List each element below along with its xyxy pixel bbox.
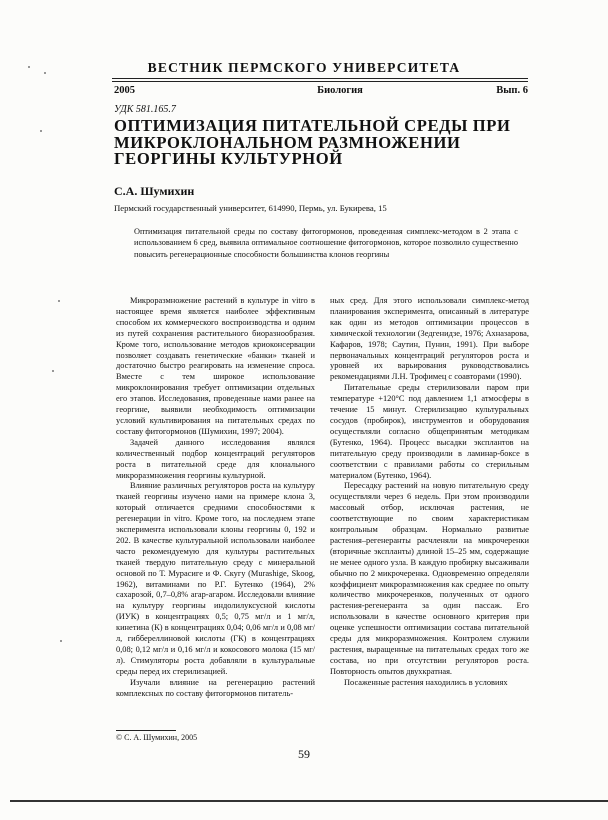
scan-edge-line xyxy=(10,800,608,802)
copyright-note: © С. А. Шумихин, 2005 xyxy=(116,733,198,742)
issue-year: 2005 xyxy=(114,85,135,96)
abstract: Оптимизация питательной среды по составу фитогормонов, проведенная симплекс-методом в 2 этапа с использованием 6 сред, выявила оптимальное соотношение фитогормонов, которое позволило существенно повысить регенерационные способности большинства клонов георгины xyxy=(134,227,518,259)
udc-code: УДК 581.165.7 xyxy=(114,104,176,115)
footnote-rule xyxy=(116,730,176,731)
author-name: С.А. Шумихин xyxy=(114,184,195,198)
paragraph: Влияние различных регуляторов роста на культуру тканей георгины изучено нами на примере клона 3, который отличается средними способностями к регенерации in vitro. Кроме того, на последнем этапе эксперимента использовали клоны георгины 0, 192 и 202. В качестве культуральной использовали наиболее часто рекомендуемую для культуры растительных тканей твердую питательную среду с минеральной основой по Т. Мурасиге и Ф. Скугу (Murashige, Skoog, 1962), витаминами по Р.Г. Бутенко (1964), 2% сахарозой, 0,7–0,8% агар-агаром. Исследовали влияние на культуру георгины индолилуксусной кислоты (ИУК) в концентрациях 0,5; 0,75 мг/л и 1 мг/л, кинетина (К) в концентрациях 0,04; 0,06 мг/л и 0,08 мг/л, гиббереллиновой кислоты (ГК) в концентрациях 0,08; 0,12 мг/л и 0,16 мг/л и кокосового молока (15 мг/л). Стимуляторы роста добавляли в культуральные среды перед их стерилизацией. xyxy=(116,481,315,676)
paragraph-continued: ных сред. Для этого использовали симплекс-метод планирования эксперимента, описанный в литературе как один из методов оптимизации процессов в химической технологии (Зедгенидзе, 1976; Ахназарова, Кафаров, 1978; Саутин, Пунин, 1991). При выборе первоначальных концентраций регуляторов роста и уровней их варьирования руководствовались рекомендациями Л.Н. Трофимец с соавторами (1990). xyxy=(330,296,529,382)
scan-speck xyxy=(58,300,60,302)
issue-number: Вып. 6 xyxy=(496,85,528,96)
body-column-right xyxy=(330,296,529,689)
scan-speck xyxy=(60,640,62,642)
paragraph: Питательные среды стерилизовали паром при температуре +120°С под давлением 1,1 атмосферы в течение 15 минут. Стерилизацию культуральных сосудов (пробирок), инструментов и оборудования осуществляли согласно общепринятым методикам (Бутенко, 1964). Процесс высадки эксплантов на питательную среду производили в ламинар-боксе в соответствии с правилами работы со стерильным материалом (Бутенко, 1964). xyxy=(330,383,529,480)
scan-speck xyxy=(44,72,46,74)
header-rule xyxy=(112,78,528,79)
paragraph: Посаженные растения находились в условиях xyxy=(344,677,508,687)
article-title: ОПТИМИЗАЦИЯ ПИТАТЕЛЬНОЙ СРЕДЫ ПРИ МИКРОКЛОНАЛЬНОМ РАЗМНОЖЕНИИ ГЕОРГИНЫ КУЛЬТУРНОЙ xyxy=(114,116,511,168)
author-affiliation: Пермский государственный университет, 614990, Пермь, ул. Букирева, 15 xyxy=(114,203,387,213)
page-number: 59 xyxy=(298,747,310,761)
scan-speck xyxy=(40,130,42,132)
scan-speck xyxy=(52,370,54,372)
paragraph: Микроразмножение растений в культуре in vitro в настоящее время является наиболее эффективным способом их коммерческого воспроизводства и одним из путей сохранения растительного биоразнообразия. Кроме того, использование методов криоконсервации позволяет создавать генетические «банки» тканей и достаточно быстро реагировать на изменение спроса. Вместе с тем широкое использование микроклонирования требует оптимизации отдельных его этапов. Исследования, проведенные нами ранее на георгине, выявили необходимость оптимизации условий культивирования на питательных средах по составу фитогормонов (Шумихин, 1997; 2004). xyxy=(116,296,315,436)
paragraph: Пересадку растений на новую питательную среду осуществляли через 6 недель. При этом производили массовый отбор, исключая растения, не соответствующие по своим характеристикам контрольным образцам. Нормально развитые растения–регенеранты расчленяли на микрочеренки (вторичные экспланты) длиной 15–25 мм, содержащие не менее одного узла. В каждую пробирку высаживали обычно по 2 микрочеренка. Одновременно определяли коэффициент микроразмножения как среднее по опыту количество микрочеренков, полученных от одного растения-регенеранта за один пассаж. Его использовали в качестве основного критерия при оценке успешности оптимизации состава питательной среды для микроразмножения. Контролем служили растения, выращенные на питательных средах того же состава, но при отсутствии регуляторов роста. Повторность опытов двухкратная. xyxy=(330,481,529,676)
header-rule-double xyxy=(112,81,528,82)
paragraph: Задачей данного исследования являлся количественный подбор концентраций регуляторов роста в питательной среде для клонального микроразмножения георгины культурной. xyxy=(116,437,315,480)
body-column-left xyxy=(116,296,315,700)
journal-title: ВЕСТНИК ПЕРМСКОГО УНИВЕРСИТЕТА xyxy=(147,60,461,75)
paragraph: Изучали влияние на регенерацию растений комплексных по составу фитогормонов питатель- xyxy=(116,677,315,698)
scan-speck xyxy=(28,66,30,68)
journal-section: Биология xyxy=(317,85,363,96)
